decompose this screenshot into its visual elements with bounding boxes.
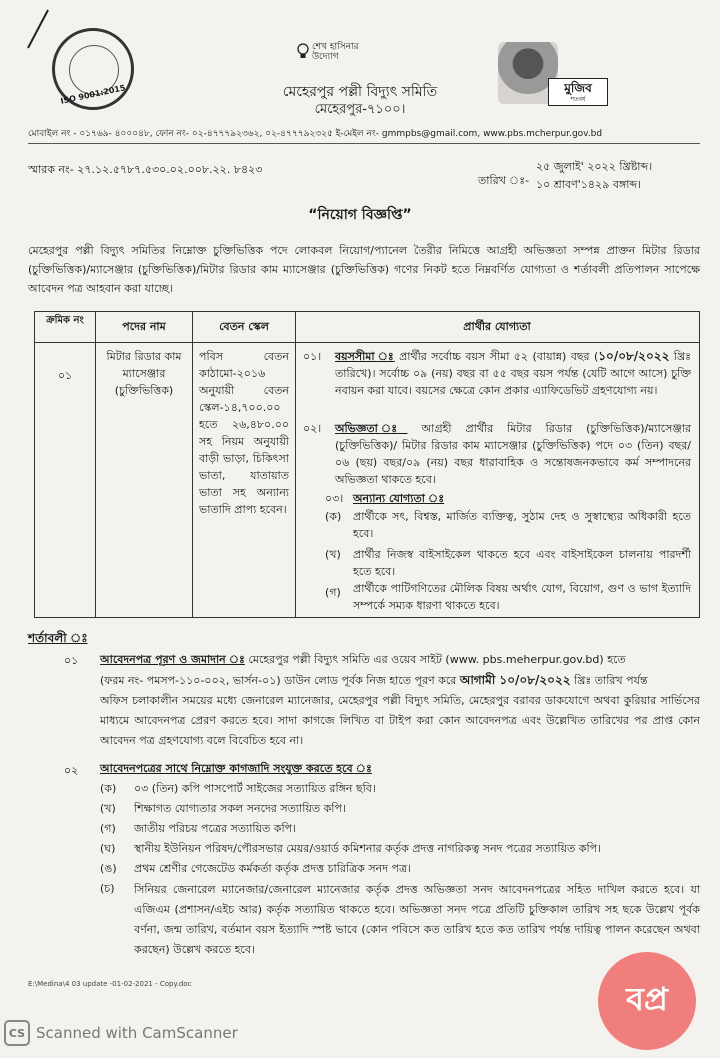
doc-item-text: প্রথম শ্রেণীর গেজেটেড কর্মকর্তা কর্তৃক প্রদত্ত চারিত্রিক সনদ পত্র। xyxy=(134,862,411,875)
q1-text: বয়সসীমা ঃ প্রার্থীর সর্বোচ্চ বয়স সীমা ৫২ (বায়ান্ন) বছর (১০/০৮/২০২২ খ্রিঃ তারিখে)। সর্বোচ্চ ০৯ (নয়) বছর বা ৫৫ বছর বয়স পর্যন্ত (যেটি আগে আসে) চুক্তি নবায়ন করা যাবে। বয়সের ক্ষেত্রে কোন প্রকার এ্যাফিডেভিট গ্রহণযোগ্য নয়। xyxy=(335,349,691,397)
mujib-badge: মুজিব শতবর্ষ xyxy=(548,78,608,106)
website-text: www.pbs.mcherpur.gov.bd xyxy=(483,129,603,139)
camscanner-icon: CS xyxy=(4,1020,30,1046)
term1-text: আবেদনপত্র পূরণ ও জমাদান ঃ মেহেরপুর পল্লী বিদ্যুৎ সমিতি এর ওয়েব সাইট (www. pbs.meherpur.gov.bd) হতে (ফরম নং- পমসপ-১১০-০০২, ভার্সন-০১) ডাউন লোড পূর্বক নিজ হাতে পূরণ করে আগামী ১০/০৮/২০২২ খ্রিঃ তারিখ পর্যন্ত অফিস চলাকালীন সময়ের মধ্যে জেনারেল ম্যানেজার, মেহেরপুর পল্লী বিদ্যুৎ সমিতি, মেহেরপুর বরাবর ডাকযোগে অথবা কুরিয়ার সার্ভিসের মাধ্যমে আবেদনপত্র প্রেরণ করতে হবে। সাদা কাগজে লিখিত বা টাইপ করা কোন আবেদনপত্র এবং উল্লেখিত তারিখের পর প্রাপ্ত কোন আবেদন পত্র গ্রহণযোগ্য বলে বিবেচিত হবে না। xyxy=(100,653,700,747)
slogan: শেখ হাসিনার উদ্যোগ xyxy=(312,42,359,62)
qualification-table xyxy=(34,311,700,618)
term1-number: ০১ xyxy=(64,654,79,667)
doc-item-text: ০৩ (তিন) কপি পাসপোর্ট সাইজের সত্যায়িত রঙ্গিন ছবি। xyxy=(134,782,376,795)
doc-item-mark: (ক) xyxy=(100,782,117,795)
th-salary: বেতন স্কেল xyxy=(219,320,269,333)
th-post: পদের নাম xyxy=(122,320,166,333)
q3-item-mark: (গ) xyxy=(325,586,341,599)
corner-logo: বপ্র xyxy=(598,952,696,1050)
org-address: মেহেরপুর-৭১০০। xyxy=(314,102,406,117)
q2-text: অভিজ্ঞতা ঃ আগ্রহী প্রার্থীর মিটার রিডার (চুক্তিভিত্তিক)/ম্যাসেঞ্জার (চুক্তিভিত্তিক)/ মিটার রিডার কাম ম্যাসেঞ্জার (চুক্তিভিত্তিক) পদে ০৩ (তিন) বছর/০৬ (ছয়) বছর/০৯ (নয়) বছর ধারাবাহিক ও সন্তোষজনকভাবে কর্ম সম্পাদনের অভিজ্ঞতা থাকতে হবে। xyxy=(335,422,692,486)
serial-cell: ০১ xyxy=(57,369,73,382)
pen-mark-icon xyxy=(22,8,52,50)
doc-item-text: স্থানীয় ইউনিয়ন পরিষদ/পৌরসভার মেয়র/ওয়ার্ড কমিশনার কর্তৃক প্রদত্ত নাগরিকত্ব সনদ পত্রের সত্যায়িত কপি। xyxy=(134,842,601,855)
doc-item-mark: (ঘ) xyxy=(100,842,116,855)
iso-text: ISO 9001:2015 xyxy=(59,83,127,106)
scanner-text: Scanned with CamScanner xyxy=(36,1024,238,1042)
intro-paragraph: মেহেরপুর পল্লী বিদ্যুৎ সমিতির নিম্নোক্ত চুক্তিভিত্তিক পদে লোকবল নিয়োগ/প্যানেল তৈরীর নিমিত্তে আগ্রহী অভিজ্ঞতা সম্পন্ন প্রাক্তন মিটার রিডার (চুক্তিভিত্তিক)/ম্যাসেঞ্জার (চুক্তিভিত্তিক)/মিটার রিডার কাম ম্যাসেঞ্জার (চুক্তিভিত্তিক) গণের নিকট হতে নিম্নবর্ণিত যোগ্যতা ও শর্তাবলী প্রতিপালন সাপেক্ষে আবেদন পত্র আহবান করা যাচ্ছে। xyxy=(28,244,700,295)
terms-heading: শর্তাবলী ঃ xyxy=(28,631,88,645)
q3-item-text: প্রার্থীকে সৎ, বিশ্বস্ত, মার্জিত ব্যক্তিত্ব, সুঠাম দেহ ও সুস্বাস্থ্যের অধিকারী হতে হবে। xyxy=(353,510,691,540)
q3-item-text: প্রার্থীকে পাটিগণিতের মৌলিক বিষয় অর্থাৎ যোগ, বিয়োগ, গুণ ও ভাগ ইত্যাদি সম্পর্কে সম্যক ধারণা থাকতে হবে। xyxy=(353,582,691,612)
q3-item-text: প্রার্থীর নিজস্ব বাইসাইকেল থাকতে হবে এবং বাইসাইকেল চালনায় পারদর্শী হতে হবে। xyxy=(353,548,691,578)
q3-number: ০৩। xyxy=(325,492,344,505)
notice-title: “নিয়োগ বিজ্ঞপ্তি” xyxy=(308,207,412,223)
scanner-watermark xyxy=(4,1020,238,1046)
contact-line: মোবাইল নং - ০১৭৬৯- ৪০০০৪৮, ফোন নং- ০২-৪৭৭৭৯২৩৬২, ০২-৪৭৭৭৯২৩২৫ ই-মেইল নং- gmmpbs@gmail.com, www.pbs.mcherpur.gov.bd xyxy=(28,129,603,139)
q3-label: অন্যান্য যোগ্যতা ঃ xyxy=(353,492,445,505)
doc-item-mark: (খ) xyxy=(100,802,116,815)
doc-item-text: সিনিয়র জেনারেল ম্যানেজার/জেনারেল ম্যানেজার কর্তৃক প্রদত্ত অভিজ্ঞতা সনদ আবেদনপত্রের সহিত দাখিল করতে হবে। যা এজিএম (প্রশাসন/এইচ আর) কর্তৃক সত্যায়িত থাকতে হবে। অভিজ্ঞতা সনদ পত্রে প্রতিটি চুক্তিকাল তারিখ সহ ছকে উল্লেখ পূর্বক বর্ণনা, জন্ম তারিখ, বর্তমান বয়স ইত্যাদি স্পষ্ট ভাবে (কোন পবিসে কত তারিখ হতে কত তারিখ পর্যন্ত দায়িত্ব পালন করেছেন অথবা করছেন) উল্লেখ করতে হবে। xyxy=(134,883,700,956)
file-path: E:\Medina\4 03 update -01-02-2021 - Copy.doc xyxy=(28,980,192,988)
doc-item-mark: (গ) xyxy=(100,822,116,835)
date-label: তারিখ ঃ- xyxy=(478,174,530,187)
email-text: gmmpbs@gmail.com, xyxy=(381,129,481,139)
th-qualification: প্রার্থীর যোগ্যতা xyxy=(463,320,531,333)
doc-item-text: শিক্ষাগত যোগ্যতার সকল সনদের সত্যায়িত কপি। xyxy=(134,802,346,815)
doc-item-text: জাতীয় পরিচয় পত্রের সত্যায়িত কপি। xyxy=(134,822,297,835)
q1-number: ০১। xyxy=(303,350,322,363)
header-divider xyxy=(28,143,700,144)
org-name: মেহেরপুর পল্লী বিদ্যুৎ সমিতি xyxy=(282,84,438,100)
term2-label: আবেদনপত্রের সাথে নিম্নোক্ত কাগজাদি সংযুক্ত করতে হবে ঃ xyxy=(100,762,372,775)
q3-item-mark: (ক) xyxy=(325,510,342,523)
date-bangla: ১০ শ্রাবণ'১৪২৯ বঙ্গাব্দ। xyxy=(536,178,642,191)
memo-ref: স্মারক নং- ২৭.১২.৫৭৮৭.৫৩০.০২.০০৮.২২. ৮৪২৩ xyxy=(28,163,263,176)
doc-item-mark: (চ) xyxy=(100,882,115,895)
date-gregorian: ২৫ জুলাই' ২০২২ খ্রিষ্টাব্দ। xyxy=(536,160,653,173)
bulb-icon xyxy=(296,43,310,59)
q2-number: ০২। xyxy=(303,422,322,435)
th-serial: ক্রমিক নং xyxy=(46,315,84,326)
q3-item-mark: (খ) xyxy=(325,548,341,561)
post-cell: মিটার রিডার কাম ম্যাসেঞ্জার (চুক্তিভিত্তিক) xyxy=(106,350,182,397)
salary-cell: পবিস বেতন কাঠামো-২০১৬ অনুযায়ী বেতন স্কেল-১৪,৭০০.০০ হতে ২৬,৪৮০.০০ সহ নিয়ম অনুযায়ী বাড়ী ভাড়া, চিকিৎসা ভাতা, যাতায়াত ভাতা সহ অন্যান্য ভাতাদি প্রাপ্য হবেন। xyxy=(199,350,289,516)
term2-number: ০২ xyxy=(64,764,79,777)
iso-logo-icon xyxy=(52,28,134,110)
doc-item-mark: (ঙ) xyxy=(100,862,117,875)
